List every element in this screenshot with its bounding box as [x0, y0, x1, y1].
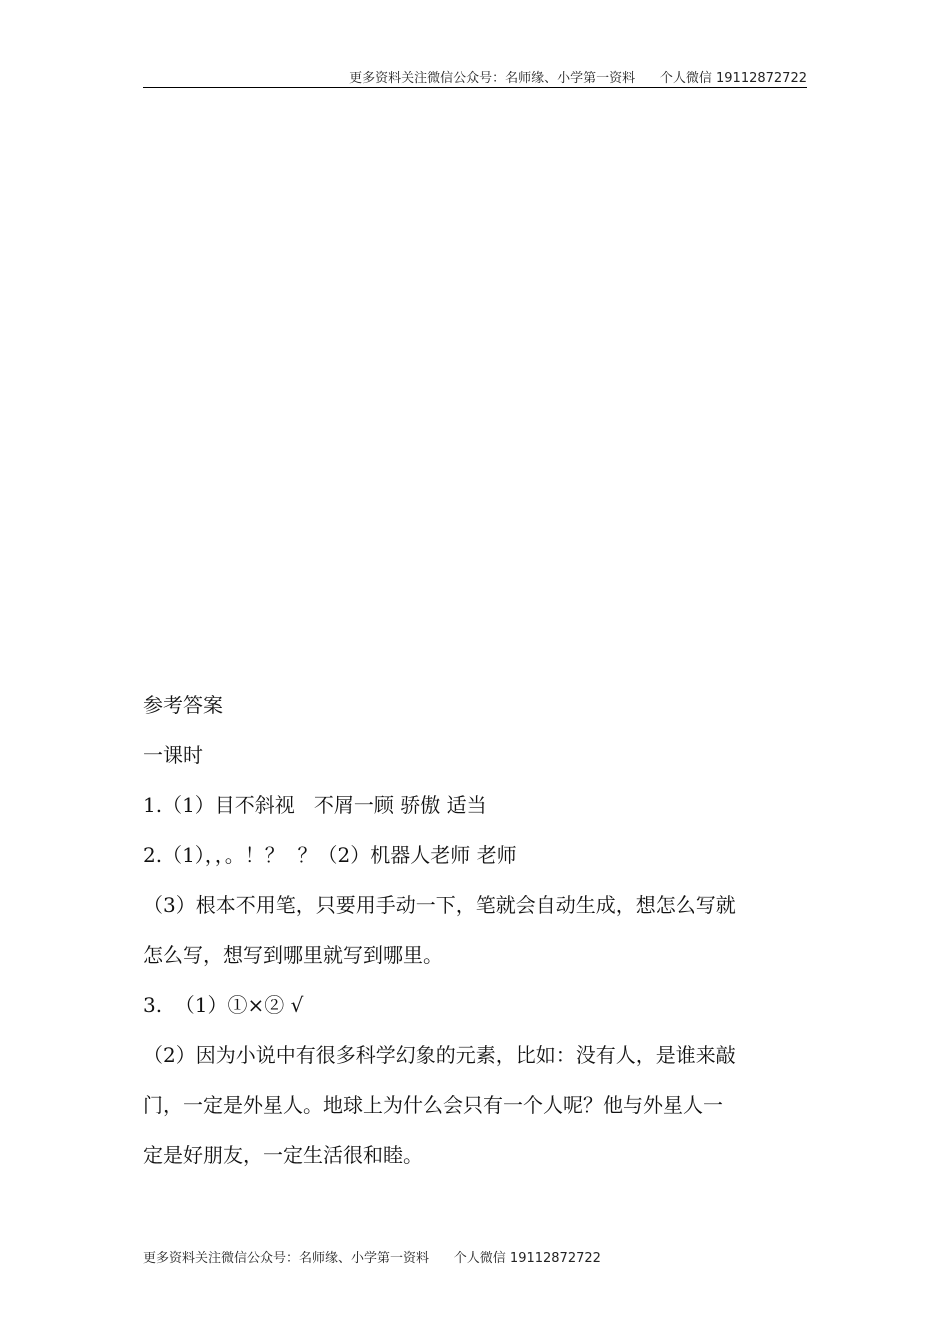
answer-line-2: 2.（1），，。！？ ？（2）机器人老师 老师	[143, 843, 517, 867]
answer-line-7: 门，一定是外星人。地球上为什么会只有一个人呢？他与外星人一	[143, 1093, 723, 1117]
page-footer: 更多资料关注微信公众号：名师缘、小学第一资料 个人微信 19112872722	[143, 1251, 601, 1266]
answer-line-1: 1.（1）目不斜视 不屑一顾 骄傲 适当	[143, 793, 487, 817]
answer-line-5: 3. （1）①×② √	[143, 993, 304, 1017]
answer-line-3: （3）根本不用笔，只要用手动一下，笔就会自动生成，想怎么写就	[143, 893, 736, 917]
section-title: 参考答案	[143, 693, 223, 717]
lesson-subtitle: 一课时	[143, 743, 203, 767]
page-header: 更多资料关注微信公众号：名师缘、小学第一资料 个人微信 19112872722	[349, 71, 807, 86]
answer-line-8: 定是好朋友，一定生活很和睦。	[143, 1143, 423, 1167]
header-divider	[143, 87, 807, 88]
answer-line-4: 怎么写，想写到哪里就写到哪里。	[143, 943, 443, 967]
answer-section	[143, 680, 807, 1180]
answer-line-6: （2）因为小说中有很多科学幻象的元素，比如：没有人，是谁来敲	[143, 1043, 736, 1067]
